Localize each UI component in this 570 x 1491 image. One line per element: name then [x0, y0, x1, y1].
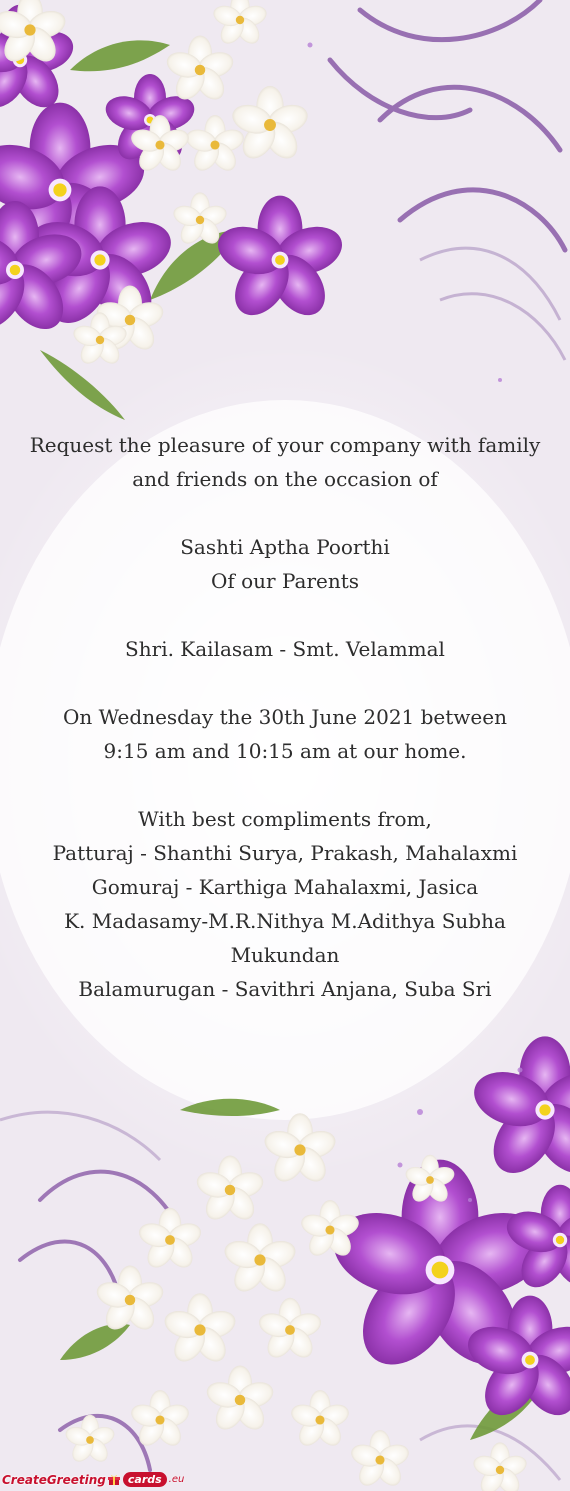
brand-cards-badge: cards: [123, 1472, 167, 1487]
gift-icon: [108, 1474, 120, 1486]
compliments-heading: With best compliments from,: [138, 807, 432, 831]
invitation-text: [20, 428, 550, 1006]
date-line: On Wednesday the 30th June 2021 between: [63, 705, 507, 729]
brand-logo[interactable]: [2, 1472, 184, 1487]
family-line: Patturaj - Shanthi Surya, Prakash, Mahalaxmi: [52, 841, 518, 865]
intro-line-1: Request the pleasure of your company with family: [29, 433, 541, 457]
family-line: Mukundan: [230, 943, 340, 967]
family-line: Gomuraj - Karthiga Mahalaxmi, Jasica: [91, 875, 479, 899]
couple-names: Shri. Kailasam - Smt. Velammal: [125, 637, 445, 661]
occasion-title: Sashti Aptha Poorthi: [180, 535, 390, 559]
occasion-subtitle: Of our Parents: [210, 569, 360, 593]
family-line: K. Madasamy-M.R.Nithya M.Adithya Subha: [64, 909, 506, 933]
brand-name: CreateGreeting: [2, 1472, 106, 1487]
brand-domain: .eu: [168, 1474, 185, 1485]
intro-line-2: and friends on the occasion of: [132, 467, 438, 491]
time-place-line: 9:15 am and 10:15 am at our home.: [103, 739, 467, 763]
family-line: Balamurugan - Savithri Anjana, Suba Sri: [78, 977, 492, 1001]
